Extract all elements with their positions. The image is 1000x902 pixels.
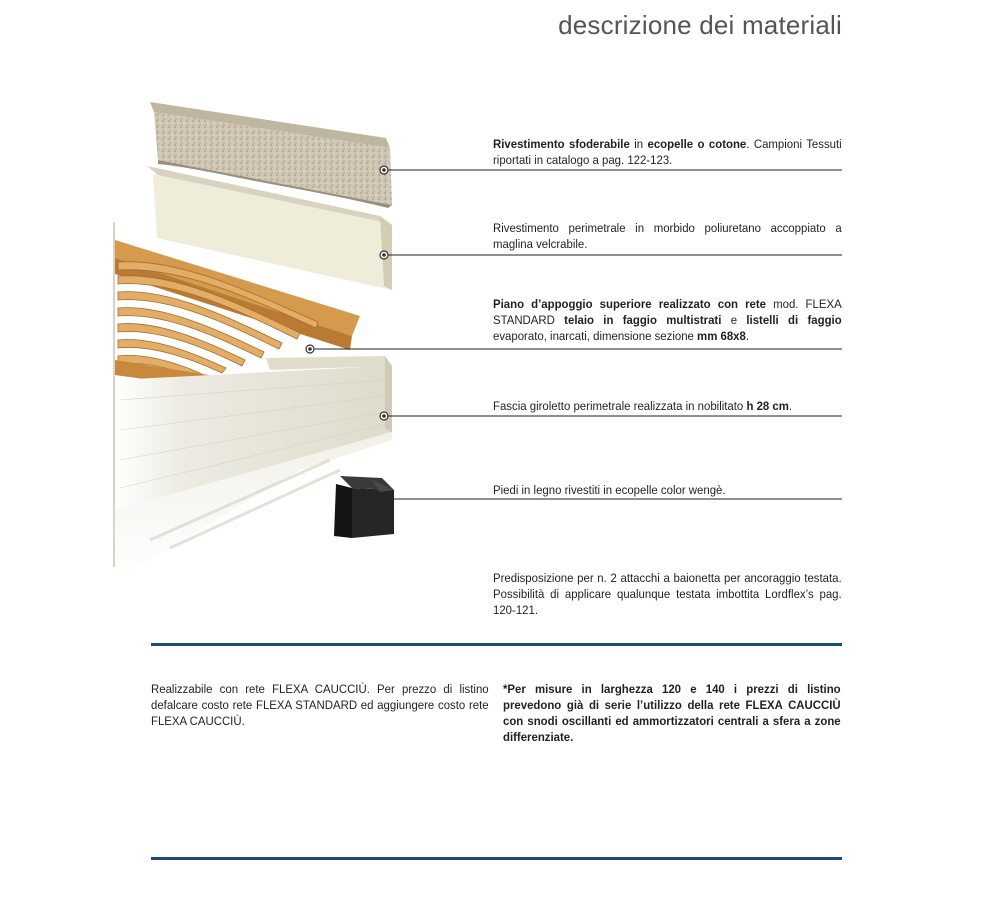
desc-text-part: . (788, 399, 793, 413)
desc-text-part: Piedi in legno rivestiti in ecopelle color wengè. (493, 483, 726, 497)
desc-headboard (493, 570, 842, 618)
note-left: Realizzabile con rete FLEXA CAUCCIÙ. Per prezzo di listino defalcare costo rete FLEXA STANDARD ed aggiungere costo rete FLEXA CAUCCIÙ. (151, 682, 489, 728)
desc-text-part: Piano d’appoggio superiore realizzato con rete (493, 297, 767, 311)
desc-text-part: evaporato, inarcati, dimensione sezione (493, 329, 698, 343)
picture-edge (113, 222, 115, 567)
desc-text-part: telaio in faggio multistrati (564, 313, 722, 327)
callout-dot (382, 253, 386, 257)
desc-text-part: mm 68x8 (697, 329, 746, 343)
desc-text-part: listelli di faggio (746, 313, 842, 327)
desc-text-part: . Campioni Tessuti riportati in catalogo a pag. 122-123. (493, 137, 842, 167)
foot-layer (334, 476, 394, 538)
desc-text-part: ecopelle o cotone (647, 137, 747, 151)
desc-text-part: Fascia giroletto perimetrale realizzata in nobilitato (493, 399, 747, 413)
desc-feet (493, 482, 842, 498)
desc-text-part: Rivestimento perimetrale in morbido poliuretano accoppiato a maglina velcrabile. (493, 221, 842, 251)
note-right: *Per misure in larghezza 120 e 140 i prezzi di listino prevedono già di serie l’utilizzo della rete FLEXA CAUCCIÙ con snodi oscillanti ed ammortizzatori centrali a sfera a zone differenziate. (503, 682, 841, 744)
desc-text-part: mod. FLEXA STANDARD (493, 297, 842, 327)
page-title: descrizione dei materiali (558, 10, 842, 40)
desc-text-part: h 28 cm (746, 399, 789, 413)
divider-bottom (151, 857, 842, 860)
desc-cover (493, 136, 842, 168)
desc-padding (493, 220, 842, 252)
desc-slatted-base (493, 296, 842, 344)
callout-dot (382, 414, 386, 418)
desc-text-part: in (629, 137, 648, 151)
desc-text-part: Rivestimento sfoderabile (493, 137, 630, 151)
desc-text-part: Predisposizione per n. 2 attacchi a baionetta per ancoraggio testata. Possibilità di applicare qualunque testata imbottita Lordflex’s pag. 120-121. (493, 571, 842, 617)
desc-frame (493, 398, 842, 414)
callout-dot (382, 168, 386, 172)
desc-text-part: . (745, 329, 750, 343)
divider-top (151, 643, 842, 646)
bed-frame-layer (115, 356, 392, 580)
callout-dot (308, 347, 312, 351)
desc-text-part: e (721, 313, 747, 327)
